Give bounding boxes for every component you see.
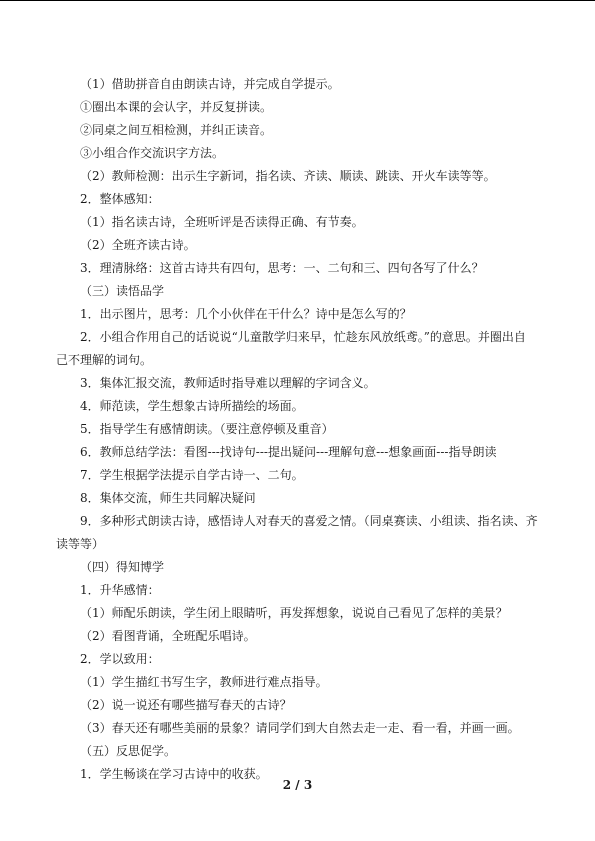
paragraph-line: （1）师配乐朗读，学生闭上眼睛听，再发挥想象，说说自己看见了怎样的美景？ (80, 606, 508, 620)
paragraph-line: ②同桌之间互相检测，并纠正读音。 (80, 123, 273, 137)
paragraph-line: （2）说一说还有哪些描写春天的古诗？ (80, 698, 292, 712)
paragraph-line: 己不理解的词句。 (56, 353, 153, 367)
paragraph-line: 3．理清脉络：这首古诗共有四句，思考：一、二句和三、四句各写了什么？ (80, 261, 484, 275)
paragraph-line: （2）教师检测：出示生字新词，指名读、齐读、顺读、跳读、开火车读等等。 (80, 169, 496, 183)
paragraph-line: 7．学生根据学法提示自学古诗一、二句。 (80, 468, 304, 482)
paragraph-line: 2．整体感知： (80, 192, 160, 206)
paragraph-line: 4．师范读，学生想象古诗所描绘的场面。 (80, 399, 304, 413)
paragraph-line: 1．升华感情： (80, 583, 160, 597)
paragraph-line: 1．出示图片，思考：几个小伙伴在干什么？诗中是怎么写的？ (80, 307, 412, 321)
paragraph-line: 6．教师总结学法：看图---找诗句---提出疑问---理解句意---想象画面---指导朗读 (80, 445, 497, 459)
paragraph-line: 2．学以致用： (80, 652, 160, 666)
paragraph-line: （1）学生描红书写生字，教师进行难点指导。 (80, 675, 328, 689)
paragraph-line: （2）全班齐读古诗。 (80, 238, 196, 252)
paragraph-line: （2）看图背诵，全班配乐唱诗。 (80, 629, 256, 643)
paragraph-line: 2．小组合作用自己的话说说“儿童散学归来早，忙趁东风放纸鸢。”的意思。并圈出自 (80, 330, 526, 344)
section-heading: （四）得知博学 (80, 560, 165, 574)
section-heading: （三）读悟品学 (80, 284, 165, 298)
paragraph-line: 9．多种形式朗读古诗，感悟诗人对春天的喜爱之情。（同桌赛读、小组读、指名读、齐 (80, 514, 538, 528)
paragraph-line: 1．学生畅谈在学习古诗中的收获。 (80, 767, 268, 781)
paragraph-line: （1）指名读古诗，全班听评是否读得正确、有节奏。 (80, 215, 364, 229)
paragraph-line: 5．指导学生有感情朗读。（要注意停顿及重音） (80, 422, 334, 436)
header-rule (0, 0, 595, 1)
paragraph-line: 读等等） (56, 537, 105, 551)
paragraph-line: 8．集体交流，师生共同解决疑问 (80, 491, 256, 505)
paragraph-line: （3）春天还有哪些美丽的景象？请同学们到大自然去走一走、看一看，并画一画。 (80, 721, 520, 735)
paragraph-line: （1）借助拼音自由朗读古诗，并完成自学提示。 (80, 77, 340, 91)
paragraph-line: 3．集体汇报交流，教师适时指导难以理解的字词含义。 (80, 376, 376, 390)
page-number: 2 / 3 (282, 778, 313, 792)
section-heading: （五）反思促学。 (80, 744, 177, 758)
paragraph-line: ①圈出本课的会认字，并反复拼读。 (80, 100, 273, 114)
paragraph-line: ③小组合作交流识字方法。 (80, 146, 225, 160)
